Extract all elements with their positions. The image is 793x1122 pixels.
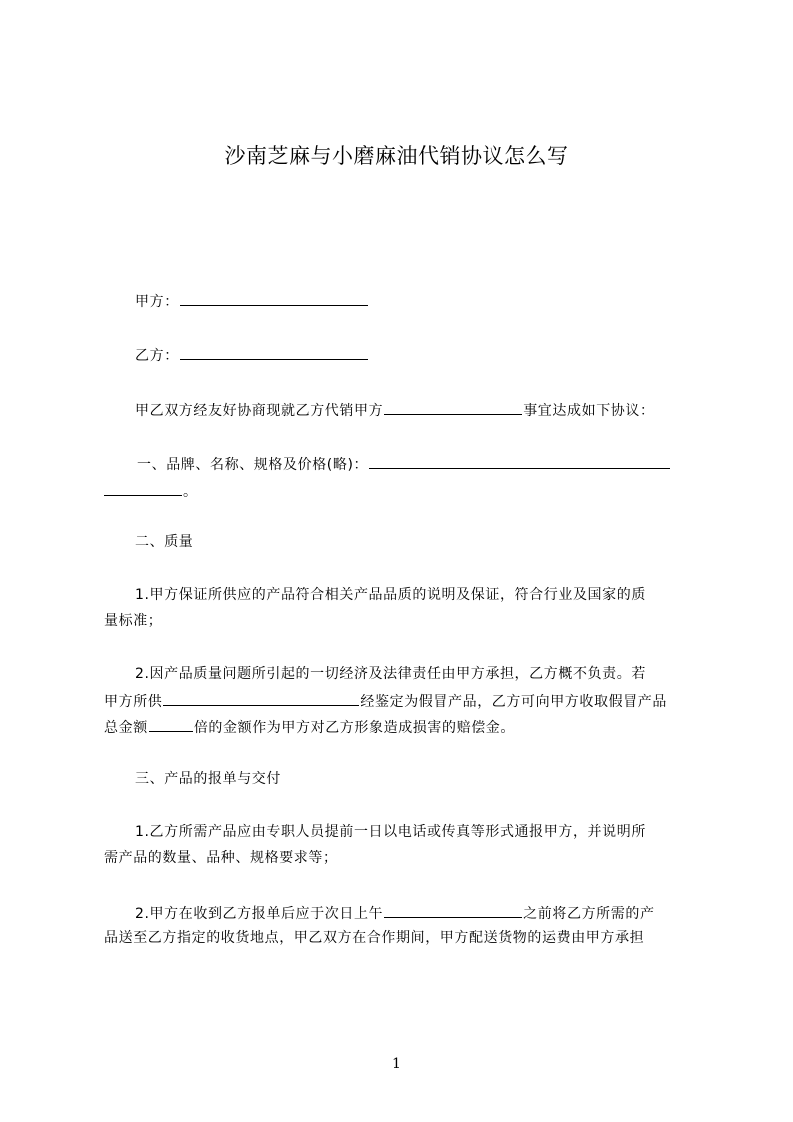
intro-paragraph bbox=[104, 397, 700, 424]
section1-paragraph-line2 bbox=[104, 478, 700, 505]
section3-heading: 三、产品的报单与交付 bbox=[135, 771, 281, 787]
s2-item2-text-2b: 经鉴定为假冒产品，乙方可向甲方收取假冒产品 bbox=[360, 694, 668, 710]
s3-item1-line2 bbox=[104, 846, 700, 871]
section1-heading: 一、品牌、名称、规格及价格(略)： bbox=[137, 457, 369, 473]
document-title: 沙南芝麻与小磨麻油代销协议怎么写 bbox=[224, 144, 569, 168]
s2-item2-text-2a: 甲方所供 bbox=[104, 694, 163, 710]
section1-blank-2 bbox=[104, 478, 182, 496]
s3-item2-blank bbox=[384, 900, 522, 918]
s2-item2-text-3b: 倍的金额作为甲方对乙方形象造成损害的赔偿金。 bbox=[193, 720, 516, 736]
s2-item2-line2 bbox=[104, 688, 700, 715]
section1-paragraph bbox=[104, 451, 700, 478]
s2-item1-line2 bbox=[104, 609, 700, 634]
s2-item1-text-2: 量标准； bbox=[104, 613, 163, 629]
s3-item1-text-2: 需产品的数量、品种、规格要求等； bbox=[104, 850, 338, 866]
section1-blank-1 bbox=[369, 451, 670, 469]
party-b-line bbox=[104, 342, 700, 369]
party-b-label: 乙方： bbox=[135, 348, 179, 364]
s3-item2-text-1a: 2.甲方在收到乙方报单后应于次日上午 bbox=[135, 906, 384, 922]
s3-item2-text-1b: 之前将乙方所需的产 bbox=[523, 906, 655, 922]
intro-text-before: 甲乙双方经友好协商现就乙方代销甲方 bbox=[135, 403, 384, 419]
s3-item1-line1 bbox=[104, 820, 700, 845]
section2-heading: 二、质量 bbox=[135, 534, 194, 550]
party-a-line bbox=[104, 288, 700, 315]
s2-item2-text-1: 2.因产品质量问题所引起的一切经济及法律责任由甲方承担，乙方概不负责。若 bbox=[135, 666, 646, 682]
s2-item2-text-3a: 总金额 bbox=[104, 720, 148, 736]
section2-heading-line bbox=[104, 530, 700, 555]
s2-item1-text-1: 1.甲方保证所供应的产品符合相关产品品质的说明及保证，符合行业及国家的质 bbox=[135, 587, 646, 603]
intro-blank bbox=[384, 397, 522, 415]
party-a-blank bbox=[180, 288, 368, 306]
section3-heading-line bbox=[104, 767, 700, 792]
s3-item2-line2 bbox=[104, 926, 700, 951]
s2-item2-blank-2 bbox=[149, 714, 193, 732]
page-number: 1 bbox=[392, 1056, 401, 1072]
s3-item2-text-2: 品送至乙方指定的收货地点，甲乙双方在合作期间，甲方配送货物的运费由甲方承担 bbox=[104, 930, 645, 946]
section1-end: 。 bbox=[183, 484, 198, 500]
s2-item2-line3 bbox=[104, 714, 700, 741]
s3-item2-line1 bbox=[104, 900, 700, 927]
s2-item2-blank-1 bbox=[163, 688, 359, 706]
s2-item1-line1 bbox=[104, 583, 700, 608]
party-b-blank bbox=[180, 342, 368, 360]
s2-item2-line1 bbox=[104, 662, 700, 687]
s3-item1-text-1: 1.乙方所需产品应由专职人员提前一日以电话或传真等形式通报甲方，并说明所 bbox=[135, 824, 646, 840]
intro-text-after: 事宜达成如下协议： bbox=[523, 403, 655, 419]
party-a-label: 甲方： bbox=[135, 294, 179, 310]
